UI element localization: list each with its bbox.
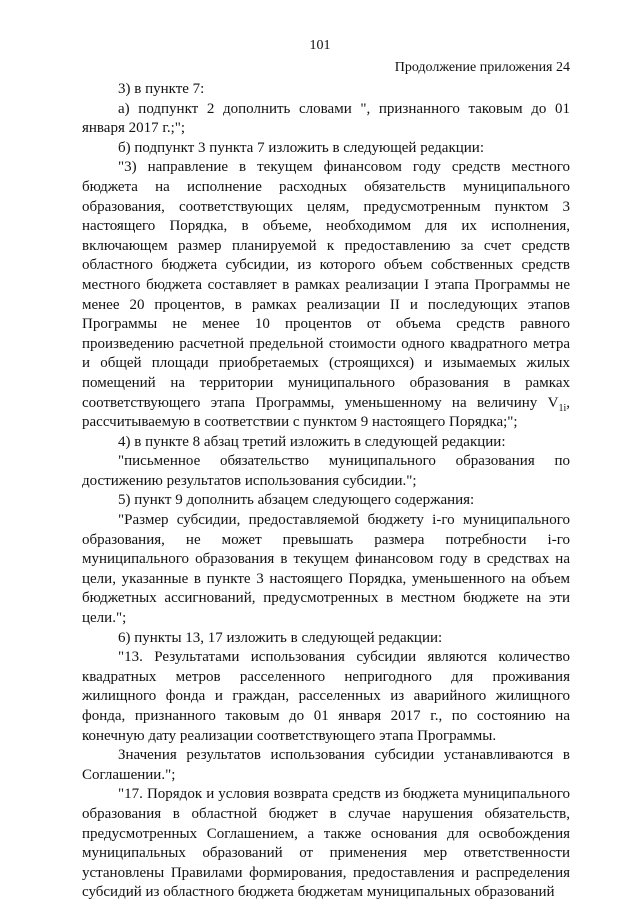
formula-subscript: 1i	[558, 402, 567, 414]
paragraph-quoted-obligation: "письменное обязательство муниципального образования по достижению результатов использования субсидии.";	[82, 453, 570, 489]
paragraph-quoted-subsidy-size: "Размер субсидии, предоставляемой бюджету i-го муниципального образования, не может превышать размера потребности i-го муниципального образования в текущем финансовом году в средствах на цели, указанные в пункте 3 настоящего Порядка, уменьшенного на объем бюджетных ассигнований, предусмотренных в местном бюджете на эти цели.";	[82, 512, 570, 627]
paragraph-results-values: Значения результатов использования субсидии устанавливаются в Соглашении.";	[82, 747, 570, 783]
quoted-item-3-text: "3) направление в текущем финансовом году средств местного бюджета на исполнение расходных обязательств муниципального образования, соответствующих целям, предусмотренным пунктом 3 настоящего Порядка, в объеме, необходимом для их исполнения, включающем размер планируемой к предоставлению за счет средств областного бюджета субсидии, из которого объем собственных средств местного бюджета составляет в рамках реализации I этапа Программы не менее 20 процентов, в рамках реализации II и последующих этапов Программы не менее 10 процентов от объема средств равного произведению расчетной предельной стоимости одного квадратного метра и общей площади приобретаемых (строящихся) и изымаемых жилых помещений на территории муниципального образования в рамках соответствующего этапа Программы, уменьшенному на величину V	[82, 159, 570, 411]
paragraph-quoted-item-3	[82, 158, 570, 432]
paragraph-item-6: 6) пункты 13, 17 изложить в следующей редакции:	[118, 629, 443, 646]
paragraph-quoted-item-13: "13. Результатами использования субсидии являются количество квадратных метров расселенного непригодного для проживания жилищного фонда и граждан, расселенных из аварийного жилищного фонда, признанного таковым до 01 января 2017 г., по состоянию на конечную дату реализации соответствующего этапа Программы.	[82, 649, 570, 744]
page-number: 101	[309, 38, 331, 53]
appendix-continuation-note: Продолжение приложения 24	[394, 60, 570, 75]
quoted-item-3-tail: , рассчитываемую в соответствии с пунктом 9 настоящего Порядка;";	[82, 394, 570, 431]
paragraph-item-3-header: 3) в пункте 7:	[118, 81, 205, 97]
paragraph-item-5: 5) пункт 9 дополнить абзацем следующего содержания:	[118, 492, 475, 509]
paragraph-quoted-item-17: "17. Порядок и условия возврата средств из бюджета муниципального образования в областной бюджет в случае нарушения обязательств, предусмотренных Соглашением, а также основания для освобождения муниципальных образований от применения мер ответственности установлены Правилами формирования, предоставления и распределения субсидий из областного бюджета бюджетам муниципальных образований	[82, 786, 570, 901]
document-body	[82, 80, 570, 903]
paragraph-subitem-a: а) подпункт 2 дополнить словами ", признанного таковым до 01 января 2017 г.;";	[82, 100, 570, 137]
paragraph-item-4: 4) в пункте 8 абзац третий изложить в следующей редакции:	[118, 433, 506, 450]
paragraph-subitem-b: б) подпункт 3 пункта 7 изложить в следующей редакции:	[118, 139, 484, 156]
